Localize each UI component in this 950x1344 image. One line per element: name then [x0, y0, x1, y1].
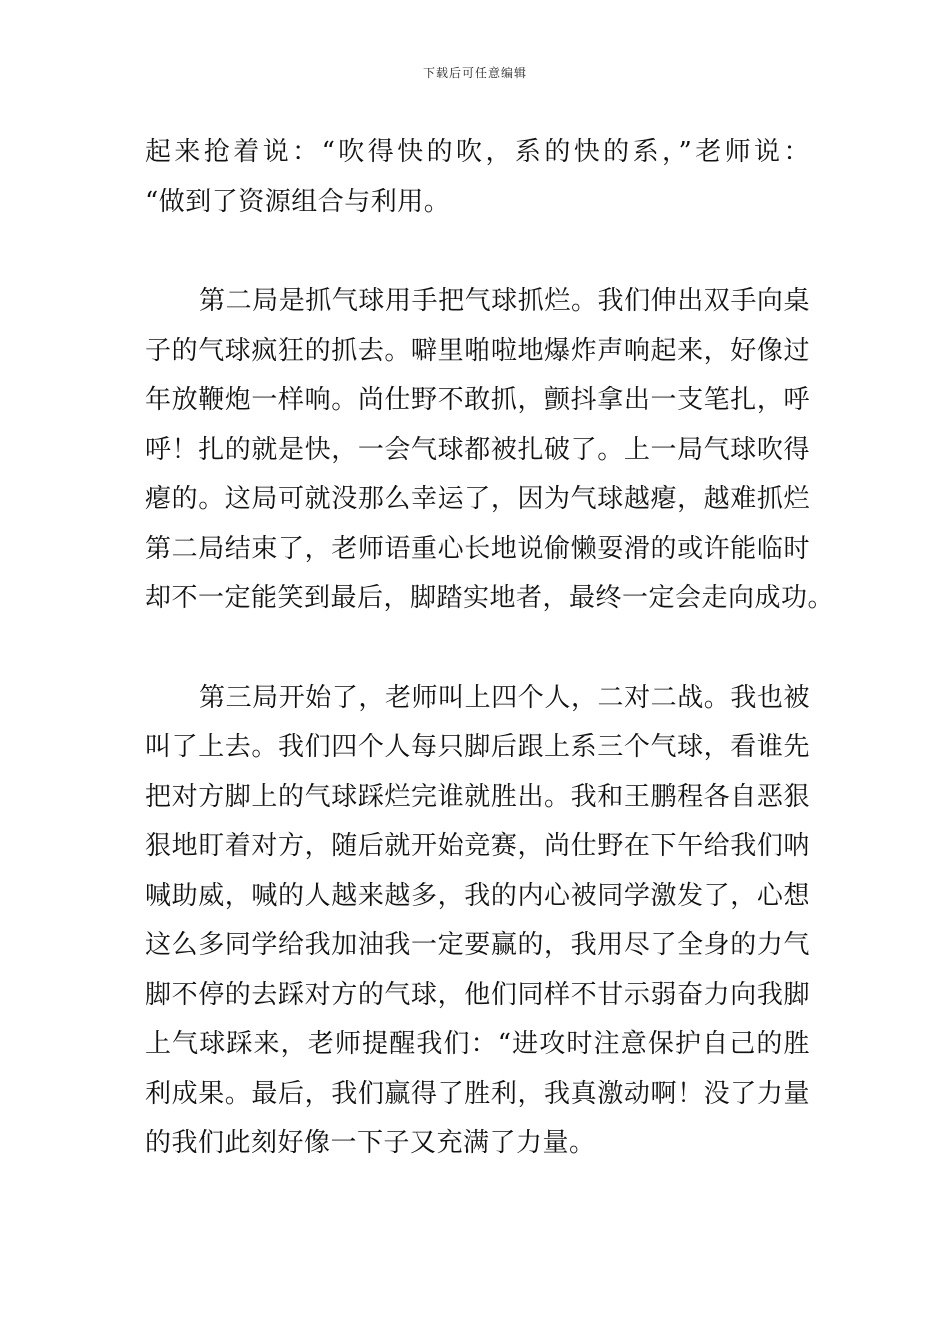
- text-line: 叫了上去。我们四个人每只脚后跟上系三个气球，看谁先: [145, 732, 810, 762]
- paragraph-1: [145, 128, 810, 227]
- paragraph-gap: [145, 227, 810, 277]
- document-body: [145, 128, 835, 1169]
- text-line: 上气球踩来，老师提醒我们：“进攻时注意保护自己的胜: [145, 1029, 810, 1059]
- text-line: 喊助威，喊的人越来越多，我的内心被同学激发了，心想: [145, 880, 810, 911]
- text-line: 脚不停的去踩对方的气球，他们同样不甘示弱奋力向我脚: [145, 979, 810, 1010]
- text-line: 第二局结束了，老师语重心长地说偷懒耍滑的或许能临时: [145, 533, 810, 564]
- paragraph-2: [145, 277, 835, 624]
- paragraph-gap: [145, 624, 810, 674]
- page-header: 下载后可任意编辑: [422, 66, 527, 80]
- text-line: 子的气球疯狂的抓去。噼里啪啦地爆炸声响起来，好像过: [145, 335, 810, 366]
- text-line: 把对方脚上的气球踩烂完谁就胜出。我和王鹏程各自恶狠: [145, 781, 810, 812]
- paragraph-3: [145, 674, 810, 1169]
- text-line: “做到了资源组合与利用。: [145, 186, 451, 217]
- text-line: 第三局开始了，老师叫上四个人，二对二战。我也被: [199, 682, 810, 713]
- text-line: 这么多同学给我加油我一定要赢的，我用尽了全身的力气: [145, 930, 810, 960]
- text-line: 起来抢着说：“吹得快的吹，系的快的系，”老师说：: [145, 137, 810, 167]
- text-line: 呼！扎的就是快，一会气球都被扎破了。上一局气球吹得: [145, 434, 810, 465]
- text-line: 利成果。最后，我们赢得了胜利，我真激动啊！没了力量: [145, 1078, 810, 1109]
- text-line: 第二局是抓气球用手把气球抓烂。我们伸出双手向桌: [199, 286, 810, 316]
- text-line: 却不一定能笑到最后，脚踏实地者，最终一定会走向成功。: [145, 583, 835, 613]
- text-line: 的我们此刻好像一下子又充满了力量。: [145, 1128, 596, 1158]
- text-line: 年放鞭炮一样响。尚仕野不敢抓，颤抖拿出一支笔扎，呼: [145, 385, 810, 415]
- text-line: 狠地盯着对方，随后就开始竞赛，尚仕野在下午给我们呐: [145, 831, 810, 861]
- text-line: 瘪的。这局可就没那么幸运了，因为气球越瘪，越难抓烂: [145, 484, 810, 514]
